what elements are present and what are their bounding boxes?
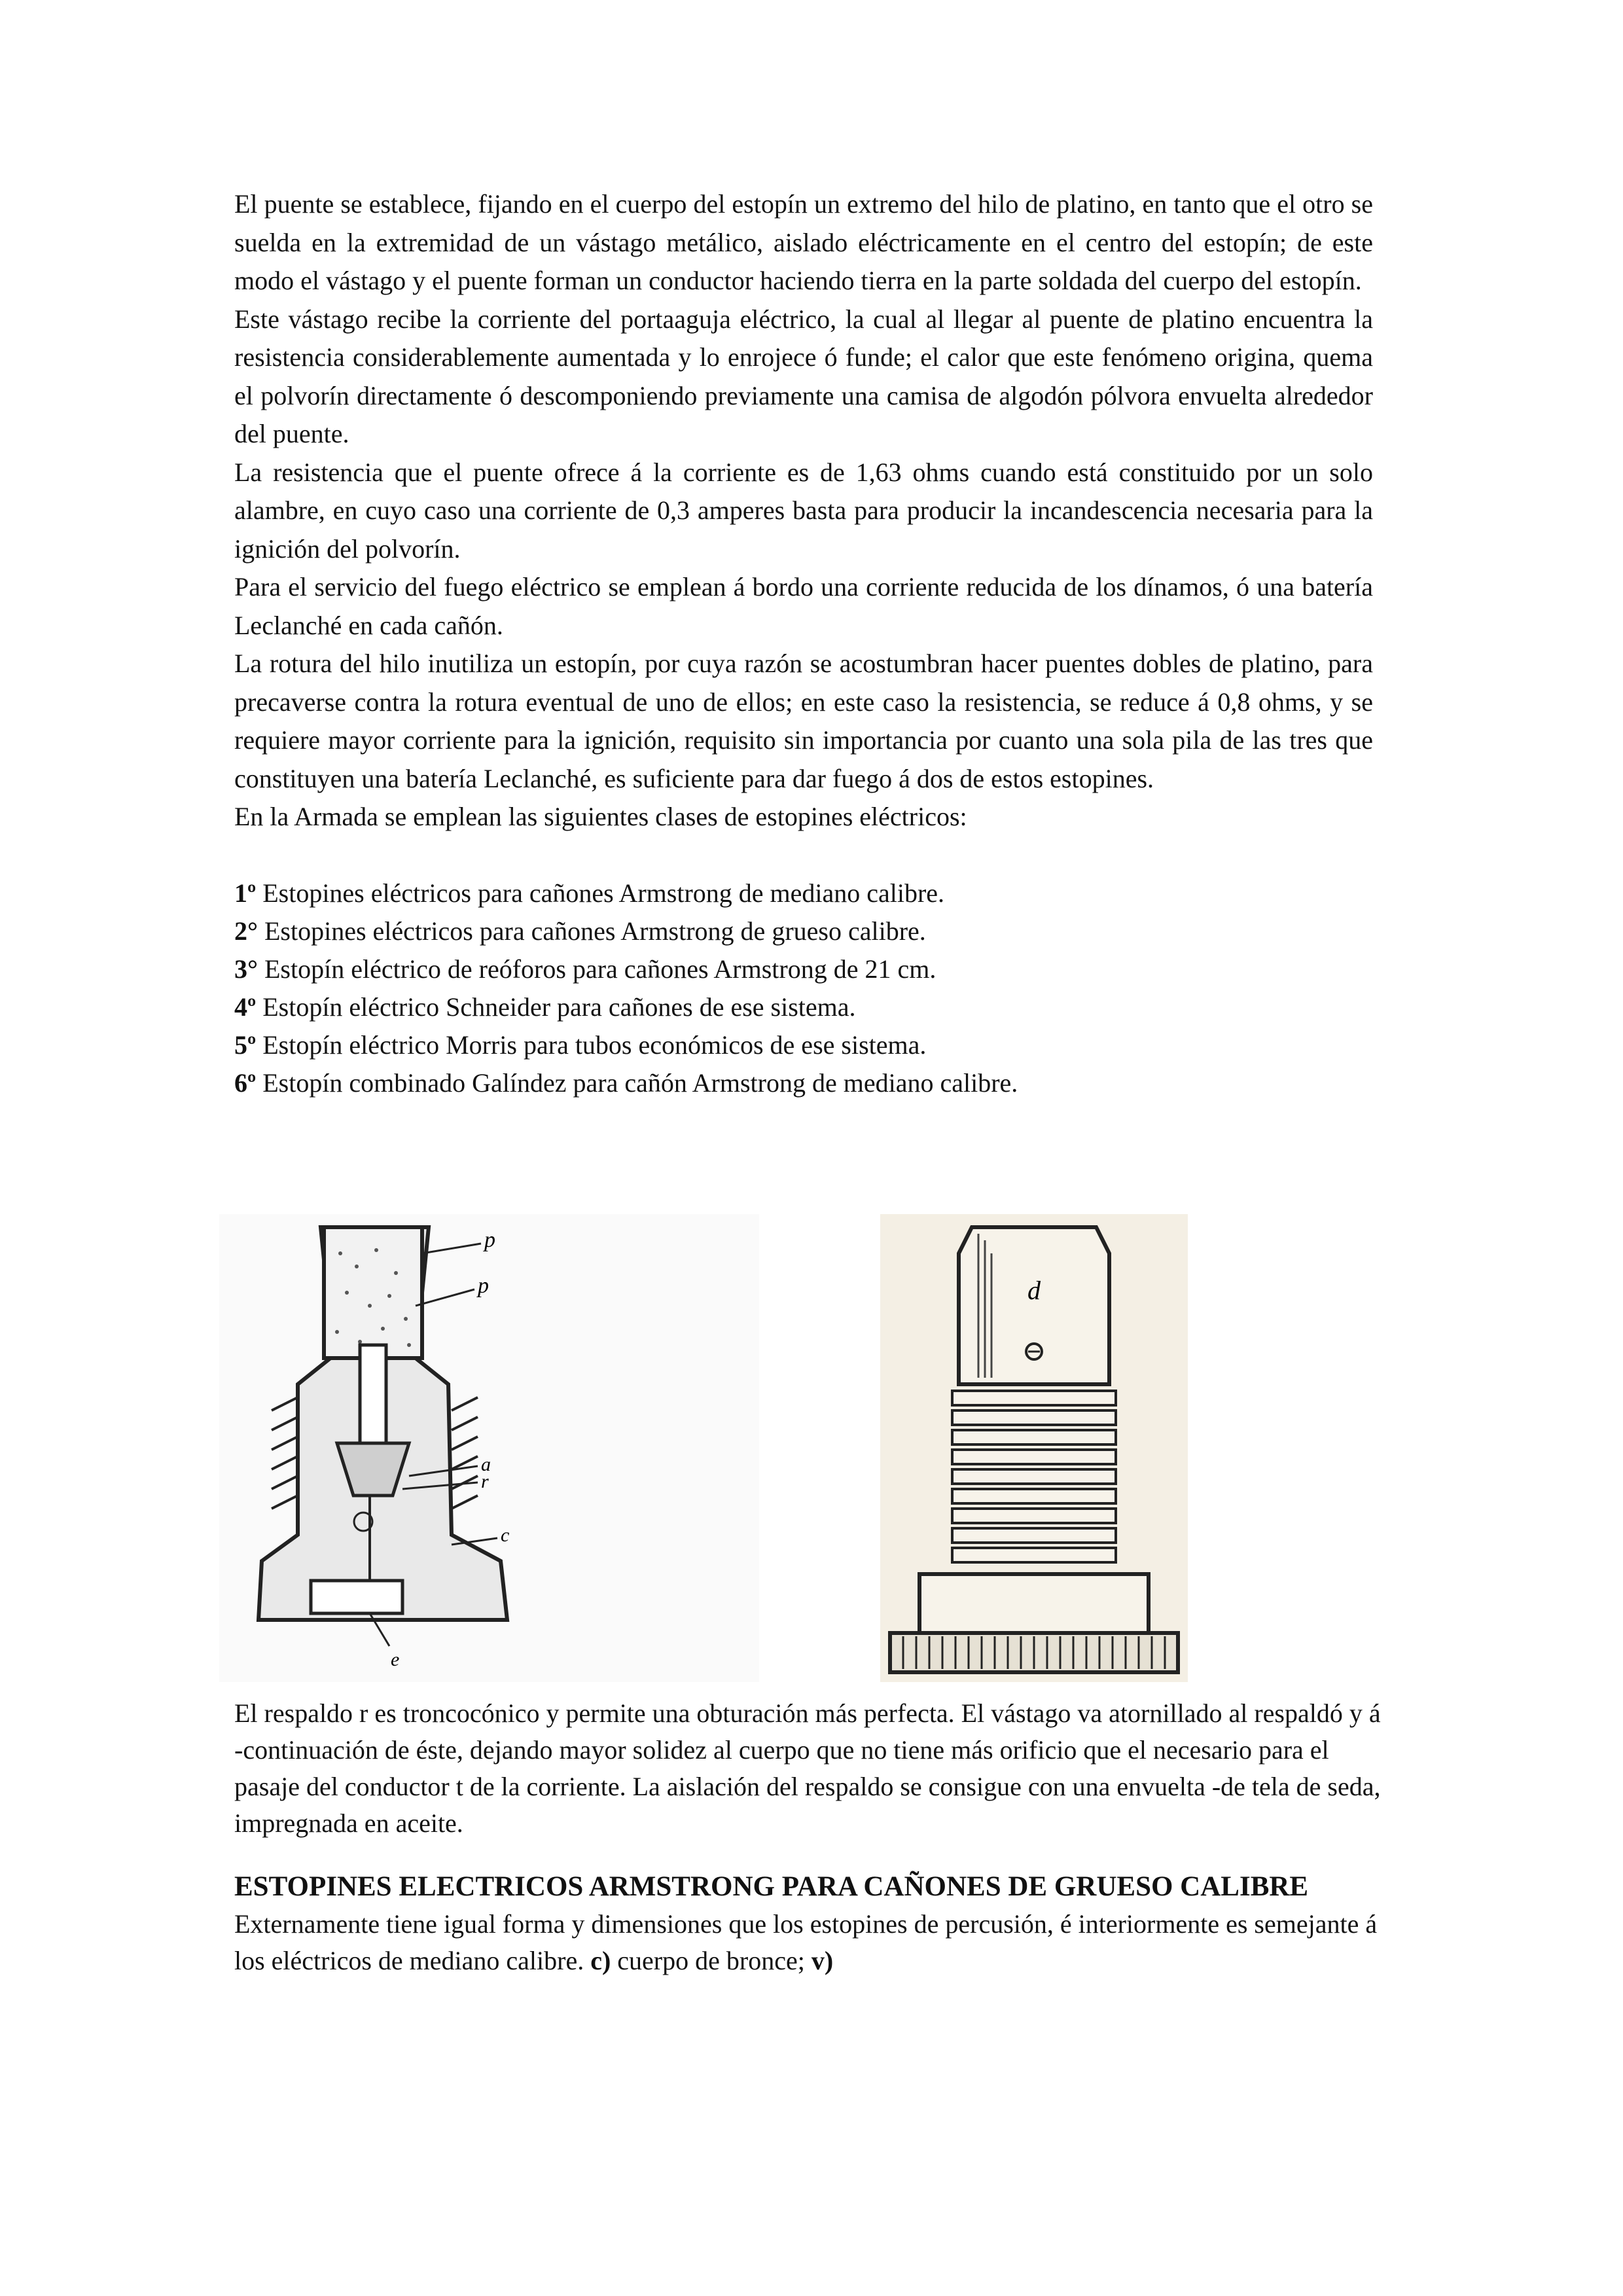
label-a: a	[481, 1454, 491, 1475]
final-bold-c: c)	[590, 1946, 611, 1975]
paragraph-4: Para el servicio del fuego eléctrico se emplean á bordo una corriente reducida de los dínamos, ó una batería Leclanché en cada cañón.	[234, 572, 1373, 640]
list-item	[234, 988, 1373, 1026]
final-text-2: cuerpo de bronce;	[611, 1946, 812, 1975]
paragraph-5: La rotura del hilo inutiliza un estopín, por cuya razón se acostumbran hacer puentes dobles de platino, para precaverse contra la rotura eventual de uno de ellos; en este caso la resistencia, se reduce á 0,8 ohms, y se requiere mayor corriente para la ignición, requisito sin importancia por cuanto una sola pila de las tres que constituyen una batería Leclanché, es suficiente para dar fuego á dos de estos estopines.	[234, 649, 1373, 793]
label-d: d	[1027, 1276, 1041, 1305]
paragraph-2: Este vástago recibe la corriente del portaaguja eléctrico, la cual al llegar al puente de platino encuentra la resistencia considerablemente aumentada y lo enrojece ó funde; el calor que este fenómeno origina, quema el polvorín directamente ó descomponiendo previamente una camisa de algodón pólvora envuelta alrededor del puente.	[234, 304, 1373, 448]
paragraph-respaldo: El respaldo r es troncocónico y permite una obturación más perfecta. El vástago va atornillado al respaldó y á -continuación de éste, dejando mayor solidez al cuerpo que no tiene más orificio que el necesario para el pasaje del conductor t de la corriente. La aislación del respaldo se consigue con una envuelta -de tela de seda, impregnada en aceite.	[234, 1698, 1381, 1838]
list-number: 5º	[234, 1030, 257, 1060]
paragraph-final	[234, 1906, 1386, 1979]
paragraph-1: El puente se establece, fijando en el cuerpo del estopín un extremo del hilo de platino, en tanto que el otro se suelda en la extremidad de un vástago metálico, aislado eléctricamente en el centro del estopín; de este modo el vástago y el puente forman un conductor haciendo tierra en la parte soldada del cuerpo del estopín.	[234, 189, 1373, 295]
list-item	[234, 1026, 1373, 1064]
list-item	[234, 950, 1373, 988]
fuse-list	[234, 874, 1373, 1102]
list-item	[234, 1064, 1373, 1102]
main-text	[234, 185, 1373, 1102]
after-figure-text	[234, 1695, 1386, 1979]
fuse-exterior-drawing	[880, 1214, 1188, 1682]
list-number: 4º	[234, 992, 257, 1022]
final-text: Externamente tiene igual forma y dimensiones que los estopines de percusión, é interiormente es semejante á los eléctricos de mediano calibre.	[234, 1909, 1378, 1975]
label-e: e	[391, 1649, 400, 1670]
list-text: Estopín eléctrico de reóforos para cañones Armstrong de 21 cm.	[258, 954, 936, 984]
paragraph-6: En la Armada se emplean las siguientes clases de estopines eléctricos:	[234, 802, 967, 831]
list-item	[234, 912, 1373, 950]
final-bold-v: v)	[811, 1946, 834, 1975]
list-item	[234, 874, 1373, 912]
list-text: Estopín eléctrico Schneider para cañones de ese sistema.	[256, 992, 856, 1022]
list-number: 2°	[234, 916, 258, 946]
fuse-section-drawing	[219, 1214, 759, 1682]
paragraph-3: La resistencia que el puente ofrece á la corriente es de 1,63 ohms cuando está constituido por un solo alambre, en cuyo caso una corriente de 0,3 amperes basta para producir la incandescencia necesaria para la ignición del polvorín.	[234, 457, 1373, 564]
figures	[0, 1214, 1178, 1682]
label-p: p	[484, 1228, 495, 1252]
section-heading: ESTOPINES ELECTRICOS ARMSTRONG PARA CAÑONES DE GRUESO CALIBRE	[234, 1871, 1309, 1902]
list-number: 3°	[234, 954, 258, 984]
list-text: Estopín eléctrico Morris para tubos económicos de ese sistema.	[256, 1030, 927, 1060]
list-text: Estopín combinado Galíndez para cañón Armstrong de mediano calibre.	[256, 1067, 1018, 1098]
label-c: c	[501, 1524, 510, 1546]
list-number: 6º	[234, 1067, 257, 1098]
list-number: 1º	[234, 878, 257, 908]
label-r: r	[481, 1471, 489, 1492]
list-text: Estopines eléctricos para cañones Armstrong de grueso calibre.	[258, 916, 926, 946]
list-text: Estopines eléctricos para cañones Armstrong de mediano calibre.	[256, 878, 945, 908]
label-p: p	[478, 1274, 489, 1298]
